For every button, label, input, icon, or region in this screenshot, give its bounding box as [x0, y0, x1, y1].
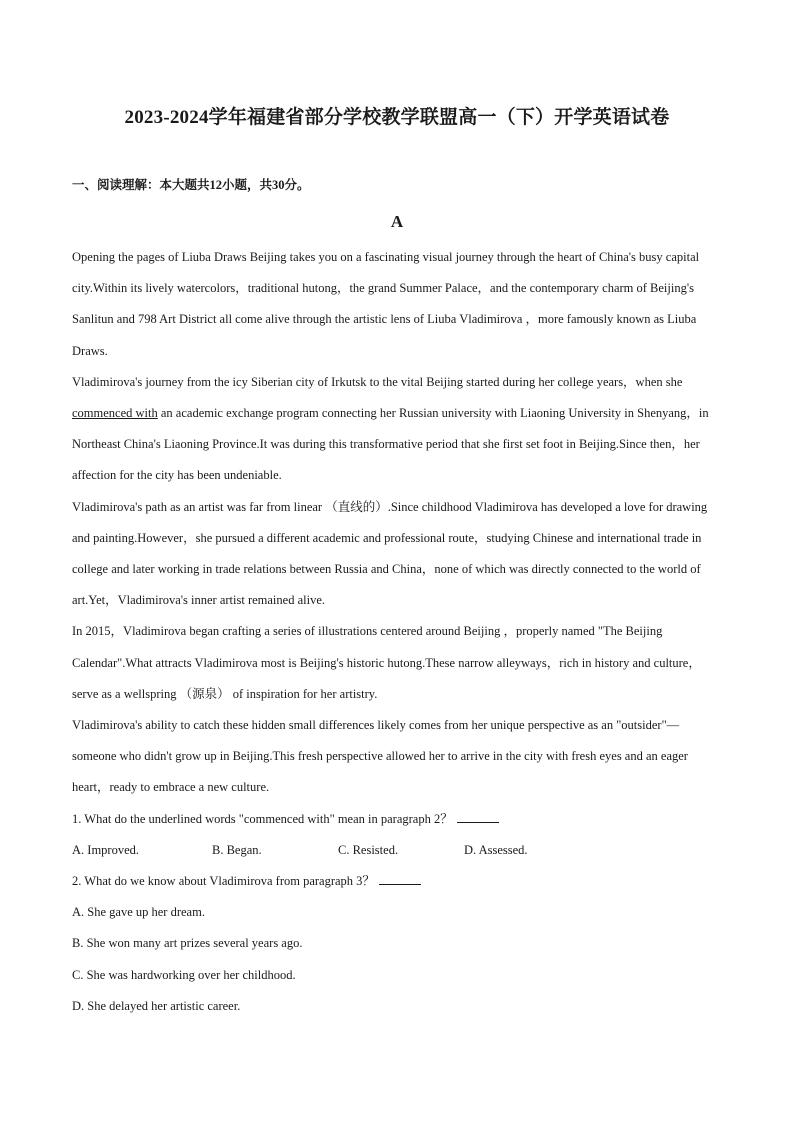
section-heading: 一、阅读理解：本大题共12小题，共30分。: [72, 178, 310, 192]
question-1-options: [72, 835, 720, 866]
option-a: A. Improved.: [72, 842, 139, 857]
question-2: [72, 866, 720, 897]
option-d: D. She delayed her artistic career.: [72, 998, 241, 1013]
underlined-phrase: commenced with: [72, 406, 158, 421]
paragraph-2-text-b: an academic exchange program connecting her Russian university with Liaoning University in Shenyang，in Northeast China's Liaoning Province.It was during this transformative period that she first set foot in Beijing.Since then，her affection for the city has been undeniable.: [72, 406, 709, 483]
question-2-stem: 2. What do we know about Vladimirova from paragraph 3？: [72, 874, 375, 889]
option-b: B. Began.: [212, 842, 262, 857]
paragraph-3: Vladimirova's path as an artist was far from linear （直线的）.Since childhood Vladimirova has developed a love for drawing and painting.However，she pursued a different academic and professional route，studying Chinese and international trade in college and later working in trade relations between Russia and China，none of which was directly connected to the world of art.Yet，Vladimirova's inner artist remained alive.: [72, 499, 708, 608]
option-c: C. Resisted.: [338, 842, 399, 857]
option-c: C. She was hardworking over her childhood.: [72, 967, 296, 982]
paragraph-1: Opening the pages of Liuba Draws Beijing takes you on a fascinating visual journey through the heart of China's busy capital city.Within its lively watercolors，traditional hutong，the grand Summer Palace，and the contemporary charm of Beijing's Sanlitun and 798 Art District all come alive through the artistic lens of Liuba Vladimirova ，more famously known as Liuba Draws.: [72, 250, 700, 358]
option-d: D. Assessed.: [464, 842, 528, 857]
paragraph-2-text-a: Vladimirova's journey from the icy Siberian city of Irkutsk to the vital Beijing started during her college years，when she: [72, 374, 683, 389]
paragraph-4: In 2015，Vladimirova began crafting a series of illustrations centered around Beijing ，properly named "The Beijing Calendar".What attracts Vladimirova most is Beijing's historic hutong.These narrow alleyways，rich in history and culture，serve as a wellspring （源泉） of inspiration for her artistry.: [72, 624, 701, 701]
answer-blank: [457, 810, 499, 823]
option-b: B. She won many art prizes several years ago.: [72, 936, 303, 951]
exam-title: 2023-2024学年福建省部分学校教学联盟高一（下）开学英语试卷: [124, 107, 670, 128]
paragraph-2: [72, 367, 720, 492]
answer-blank: [379, 872, 421, 885]
question-1-stem: 1. What do the underlined words "commenced with" mean in paragraph 2？: [72, 811, 453, 826]
option-a: A. She gave up her dream.: [72, 905, 205, 920]
passage-body: [72, 242, 720, 1022]
paragraph-5: Vladimirova's ability to catch these hidden small differences likely comes from her unique perspective as an "outsider"—someone who didn't grow up in Beijing.This fresh perspective allowed her to arrive in the city with fresh eyes and an eager heart，ready to embrace a new culture.: [72, 718, 688, 795]
question-1: [72, 804, 720, 835]
passage-label: A: [390, 212, 404, 231]
